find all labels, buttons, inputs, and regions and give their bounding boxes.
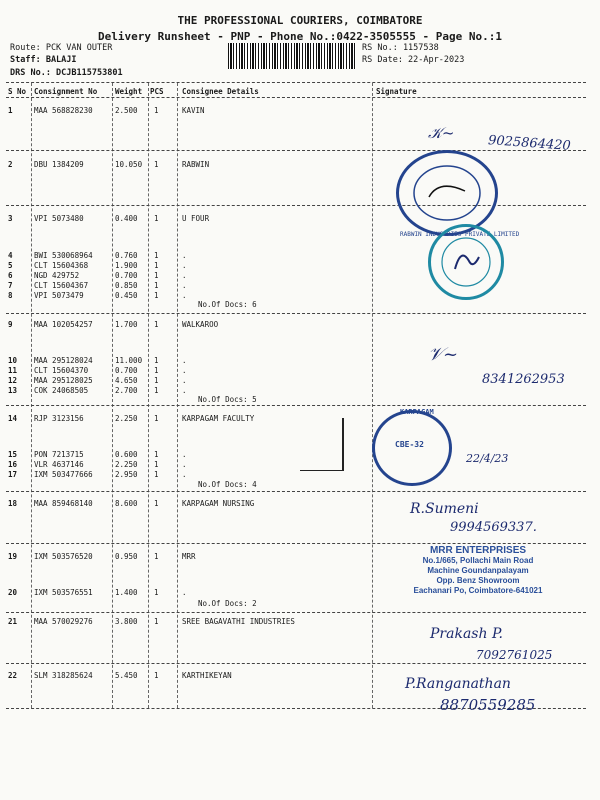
row-consignee: . (182, 386, 187, 395)
row-pcs: 1 (154, 356, 159, 365)
staff-label: Staff: BALAJI (10, 55, 77, 65)
row-weight: 2.250 (115, 414, 138, 423)
group-rule (6, 491, 586, 492)
col-sno: S No (8, 87, 27, 96)
group-rule (6, 663, 586, 664)
row-pcs: 1 (154, 366, 159, 375)
rabwin-stamp (396, 150, 498, 236)
row-consignment: IXM 503477666 (34, 470, 93, 479)
row-pcs: 1 (154, 552, 159, 561)
row-sno: 16 (8, 460, 18, 469)
row-consignee: KARPAGAM NURSING (182, 499, 255, 508)
col-divider (112, 83, 113, 708)
row-sno: 21 (8, 617, 18, 626)
row-pcs: 1 (154, 460, 159, 469)
handwritten-phone: 8341262953 (482, 372, 565, 387)
ufour-stamp (428, 224, 504, 300)
row-consignment: DBU 1384209 (34, 160, 84, 169)
row-weight: 0.700 (115, 366, 138, 375)
row-consignment: PON 7213715 (34, 450, 84, 459)
row-weight: 2.250 (115, 460, 138, 469)
row-weight: 1.400 (115, 588, 138, 597)
handwritten-phone: 9025864420 (487, 133, 572, 154)
row-weight: 1.700 (115, 320, 138, 329)
row-weight: 0.700 (115, 271, 138, 280)
mrr-line: MRR ENTERPRISES (429, 545, 527, 556)
row-weight: 2.500 (115, 106, 138, 115)
doc-count: No.Of Docs: 5 (198, 395, 257, 404)
stamp-signature-icon (431, 227, 501, 297)
group-rule (6, 205, 586, 206)
signature-kavin: 𝒦~ (428, 124, 455, 142)
row-sno: 7 (8, 281, 13, 290)
row-consignee: U FOUR (182, 214, 210, 223)
row-pcs: 1 (154, 617, 159, 626)
row-weight: 11.000 (115, 356, 143, 365)
group-rule (6, 543, 586, 544)
row-consignment: BWI 530068964 (34, 251, 93, 260)
row-consignee: . (182, 460, 187, 469)
row-pcs: 1 (154, 414, 159, 423)
group-rule (6, 612, 586, 613)
signature-sree-bagavathi: Prakash P. (430, 626, 503, 642)
row-sno: 20 (8, 588, 18, 597)
row-sno: 22 (8, 671, 18, 680)
row-pcs: 1 (154, 271, 159, 280)
mrr-line: No.1/665, Pollachi Main Road (422, 556, 534, 565)
header-rule (6, 97, 586, 98)
row-pcs: 1 (154, 470, 159, 479)
row-sno: 5 (8, 261, 13, 270)
row-consignment: IXM 503576551 (34, 588, 93, 597)
row-consignment: IXM 503576520 (34, 552, 93, 561)
mrr-stamp (372, 546, 584, 596)
row-consignee: . (182, 450, 187, 459)
row-consignee: KAVIN (182, 106, 205, 115)
row-pcs: 1 (154, 106, 159, 115)
row-consignee: . (182, 366, 187, 375)
row-weight: 0.450 (115, 291, 138, 300)
doc-count: No.Of Docs: 4 (198, 480, 257, 489)
row-sno: 11 (8, 366, 18, 375)
row-consignee: KARPAGAM FACULTY (182, 414, 255, 423)
row-consignment: MAA 859468140 (34, 499, 93, 508)
stamp-ring-icon (399, 153, 495, 233)
col-consignee: Consignee Details (182, 87, 259, 96)
row-consignment: CLT 15604370 (34, 366, 89, 375)
row-sno: 2 (8, 160, 13, 169)
row-weight: 0.400 (115, 214, 138, 223)
row-weight: 8.600 (115, 499, 138, 508)
row-consignment: NGD 429752 (34, 271, 80, 280)
row-weight: 4.650 (115, 376, 138, 385)
row-consignee: SREE BAGAVATHI INDUSTRIES (182, 617, 295, 626)
row-pcs: 1 (154, 499, 159, 508)
row-consignee: . (182, 376, 187, 385)
row-consignment: VPI 5073480 (34, 214, 84, 223)
row-pcs: 1 (154, 671, 159, 680)
col-divider (372, 83, 373, 708)
row-pcs: 1 (154, 160, 159, 169)
col-divider (148, 83, 149, 708)
karpagam-stamp-code: CBE-32 (395, 440, 424, 449)
row-weight: 10.050 (115, 160, 143, 169)
row-consignee: . (182, 261, 187, 270)
row-sno: 18 (8, 499, 18, 508)
row-sno: 10 (8, 356, 18, 365)
row-consignee: KARTHIKEYAN (182, 671, 232, 680)
group-rule (6, 150, 586, 151)
row-consignee: . (182, 356, 187, 365)
rs-date: RS Date: 22-Apr-2023 (362, 55, 465, 65)
drs-number: DRS No.: DCJB115753801 (10, 68, 123, 78)
signature-karthikeyan: P.Ranganathan (405, 676, 511, 692)
mrr-line: Opp. Benz Showroom (436, 576, 520, 585)
row-sno: 13 (8, 386, 18, 395)
karpagam-stamp-text: KARPAGAM (400, 408, 434, 416)
row-sno: 17 (8, 470, 18, 479)
row-consignee: . (182, 470, 187, 479)
row-consignment: MAA 102054257 (34, 320, 93, 329)
col-divider (31, 83, 32, 708)
col-weight: Weight (115, 87, 143, 96)
row-weight: 1.900 (115, 261, 138, 270)
col-consignment: Consignment No (34, 87, 98, 96)
handwritten-phone: 9994569337. (450, 520, 537, 535)
row-consignment: COK 24068505 (34, 386, 89, 395)
row-weight: 0.850 (115, 281, 138, 290)
row-consignee: . (182, 588, 187, 597)
row-weight: 0.600 (115, 450, 138, 459)
row-sno: 15 (8, 450, 18, 459)
row-pcs: 1 (154, 320, 159, 329)
col-divider (177, 83, 178, 708)
route-label: Route: PCK VAN OUTER (10, 43, 113, 53)
company-title: THE PROFESSIONAL COURIERS, COIMBATORE (177, 14, 423, 27)
table-top-rule (6, 82, 586, 83)
row-sno: 14 (8, 414, 18, 423)
row-consignee: . (182, 281, 187, 290)
barcode (228, 43, 356, 69)
row-pcs: 1 (154, 588, 159, 597)
rabwin-stamp-text: RABWIN INDUSTRIES PRIVATE LIMITED (400, 231, 520, 238)
mrr-line: Eachanari Po, Coimbatore-641021 (413, 586, 543, 595)
row-pcs: 1 (154, 376, 159, 385)
mrr-line: Machine Goundanpalayam (427, 566, 529, 575)
row-consignee: WALKAROO (182, 320, 219, 329)
row-consignment: MAA 568828230 (34, 106, 93, 115)
row-pcs: 1 (154, 450, 159, 459)
handwritten-phone: 8870559285 (440, 696, 536, 714)
row-sno: 12 (8, 376, 18, 385)
scribble-mark (300, 418, 344, 471)
handwritten-phone: 7092761025 (476, 648, 553, 662)
row-weight: 5.450 (115, 671, 138, 680)
row-pcs: 1 (154, 386, 159, 395)
row-sno: 6 (8, 271, 13, 280)
row-sno: 8 (8, 291, 13, 300)
runsheet-subtitle: Delivery Runsheet - PNP - Phone No.:0422-3505555 - Page No.:1 (98, 30, 502, 43)
row-sno: 3 (8, 214, 13, 223)
row-consignment: MAA 295128025 (34, 376, 93, 385)
signature-walkaroo: 𝒱~ (428, 344, 459, 365)
row-sno: 1 (8, 106, 13, 115)
row-consignee: MRR (182, 552, 196, 561)
rs-number: RS No.: 1157538 (362, 43, 439, 53)
group-rule (6, 405, 586, 406)
row-consignment: VLR 4637146 (34, 460, 84, 469)
row-consignment: CLT 15604367 (34, 281, 89, 290)
row-weight: 0.760 (115, 251, 138, 260)
row-weight: 3.800 (115, 617, 138, 626)
row-weight: 2.700 (115, 386, 138, 395)
doc-count: No.Of Docs: 6 (198, 300, 257, 309)
row-pcs: 1 (154, 251, 159, 260)
doc-count: No.Of Docs: 2 (198, 599, 257, 608)
row-consignment: CLT 15604368 (34, 261, 89, 270)
signature-nursing: R.Sumeni (410, 501, 479, 517)
row-sno: 9 (8, 320, 13, 329)
col-signature: Signature (376, 87, 417, 96)
handwritten-date: 22/4/23 (466, 452, 509, 465)
row-consignee: RABWIN (182, 160, 210, 169)
row-consignment: RJP 3123156 (34, 414, 84, 423)
row-consignment: MAA 295128024 (34, 356, 93, 365)
group-rule (6, 313, 586, 314)
row-consignee: . (182, 291, 187, 300)
row-weight: 0.950 (115, 552, 138, 561)
row-consignee: . (182, 251, 187, 260)
row-consignee: . (182, 271, 187, 280)
row-pcs: 1 (154, 214, 159, 223)
row-pcs: 1 (154, 281, 159, 290)
row-consignment: SLM 318285624 (34, 671, 93, 680)
row-consignment: MAA 570029276 (34, 617, 93, 626)
row-sno: 4 (8, 251, 13, 260)
row-pcs: 1 (154, 291, 159, 300)
row-pcs: 1 (154, 261, 159, 270)
row-weight: 2.950 (115, 470, 138, 479)
row-sno: 19 (8, 552, 18, 561)
col-pcs: PCS (150, 87, 164, 96)
row-consignment: VPI 5073479 (34, 291, 84, 300)
